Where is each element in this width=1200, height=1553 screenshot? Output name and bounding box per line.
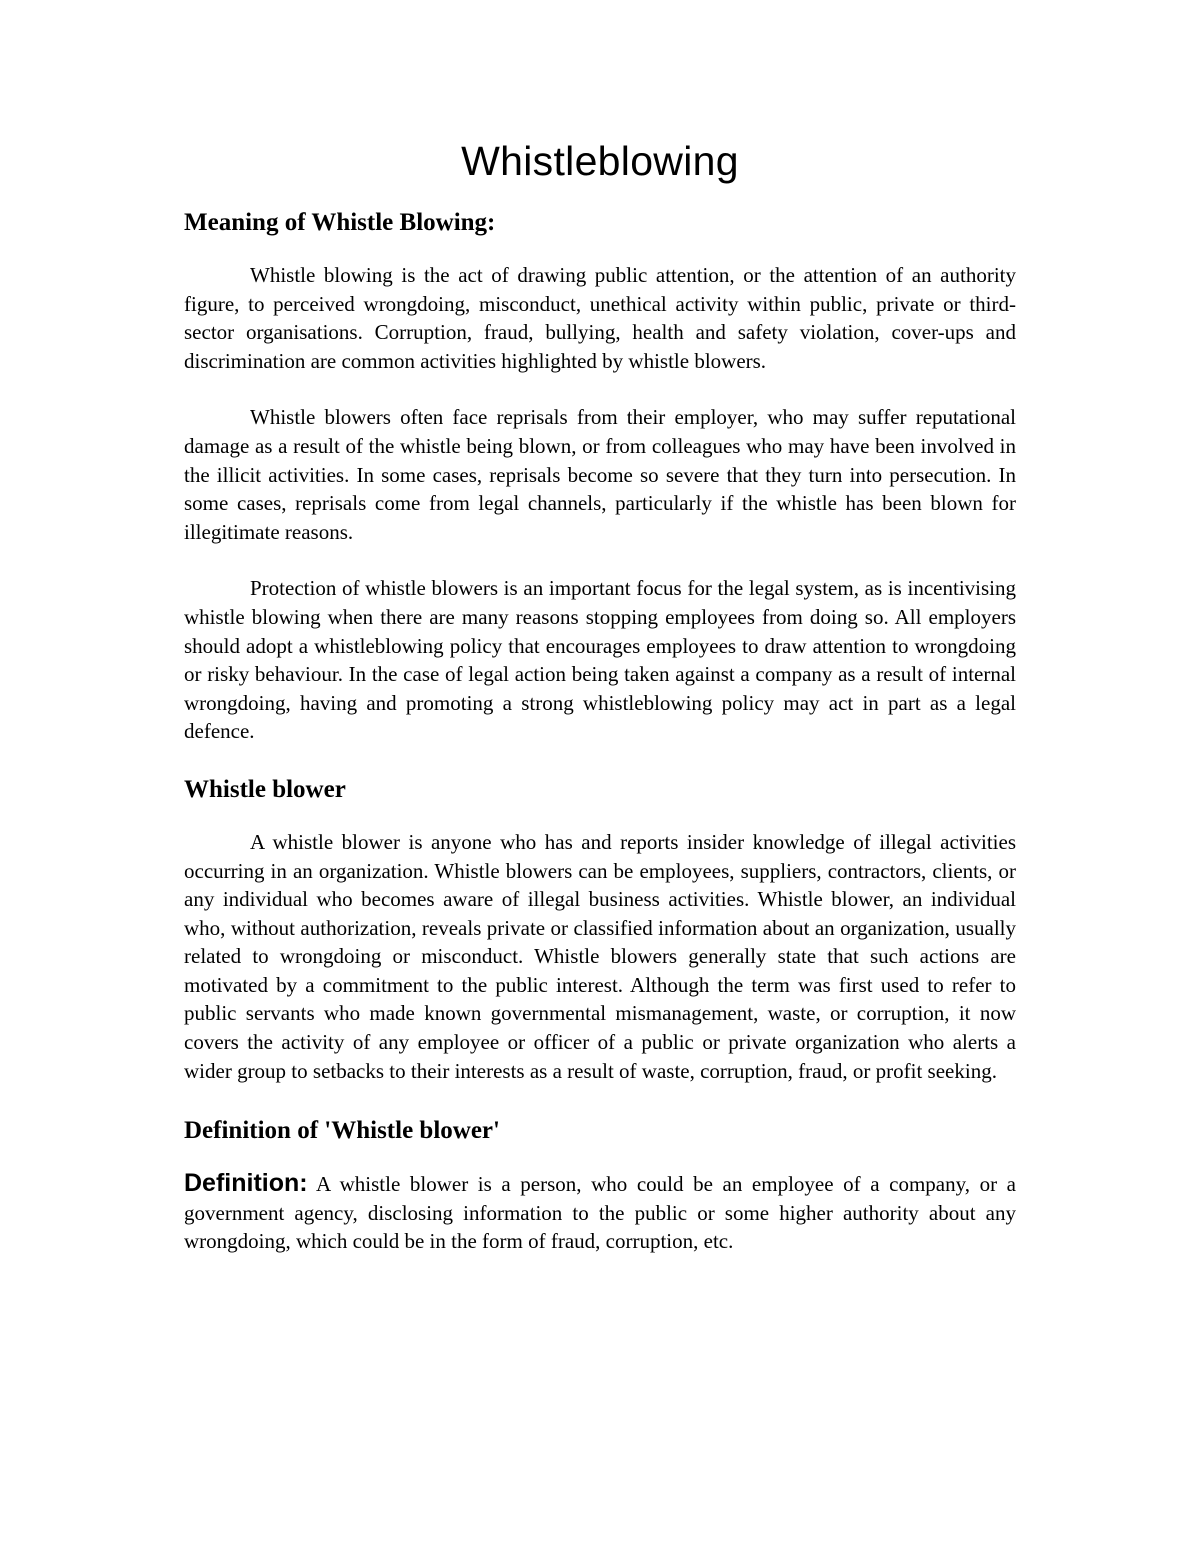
- document-title: Whistleblowing: [461, 138, 739, 184]
- section-heading-whistle-blower: Whistle blower: [184, 775, 346, 803]
- definition-text: A whistle blower is a person, who could be an employee of a company, or a government agency, disclosing information to the public or some higher authority about any wrongdoing, which could be in the form of fraud, corruption, etc.: [184, 1172, 1016, 1254]
- paragraph-meaning-3: Protection of whistle blowers is an important focus for the legal system, as is incentivising whistle blowing when there are many reasons stopping employees from doing so. All employers should adopt a whistleblowing policy that encourages employees to draw attention to wrongdoing or risky behaviour. In the case of legal action being taken against a company as a result of internal wrongdoing, having and promoting a strong whistleblowing policy may act in part as a legal defence.: [184, 576, 1016, 744]
- paragraph-whistle-blower: A whistle blower is anyone who has and reports insider knowledge of illegal activities occurring in an organization. Whistle blowers can be employees, suppliers, contractors, clients, or any individual who becomes aware of illegal business activities. Whistle blower, an individual who, without authorization, reveals private or classified information about an organization, usually related to wrongdoing or misconduct. Whistle blowers generally state that such actions are motivated by a commitment to the public interest. Although the term was first used to refer to public servants who made known governmental mismanagement, waste, or corruption, it now covers the activity of any employee or officer of a public or private organization who alerts a wider group to setbacks to their interests as a result of waste, corruption, fraud, or profit seeking.: [184, 829, 1016, 1083]
- definition-label: Definition:: [184, 1169, 308, 1198]
- paragraph-meaning-2: Whistle blowers often face reprisals from their employer, who may suffer reputational damage as a result of the whistle being blown, or from colleagues who may have been involved in the illicit activities. In some cases, reprisals become so severe that they turn into persecution. In some cases, reprisals come from legal channels, particularly if the whistle has been blown for illegitimate reasons.: [184, 405, 1016, 544]
- section-heading-definition: Definition of 'Whistle blower': [184, 1117, 500, 1145]
- definition-paragraph: [184, 1169, 1016, 1256]
- paragraph-meaning-1: Whistle blowing is the act of drawing public attention, or the attention of an authority figure, to perceived wrongdoing, misconduct, unethical activity within public, private or third-sector organisations. Corruption, fraud, bullying, health and safety violation, cover-ups and discrimination are common activities highlighted by whistle blowers.: [184, 263, 1016, 373]
- section-heading-meaning: Meaning of Whistle Blowing:: [184, 209, 496, 236]
- document-body: [184, 135, 1016, 1256]
